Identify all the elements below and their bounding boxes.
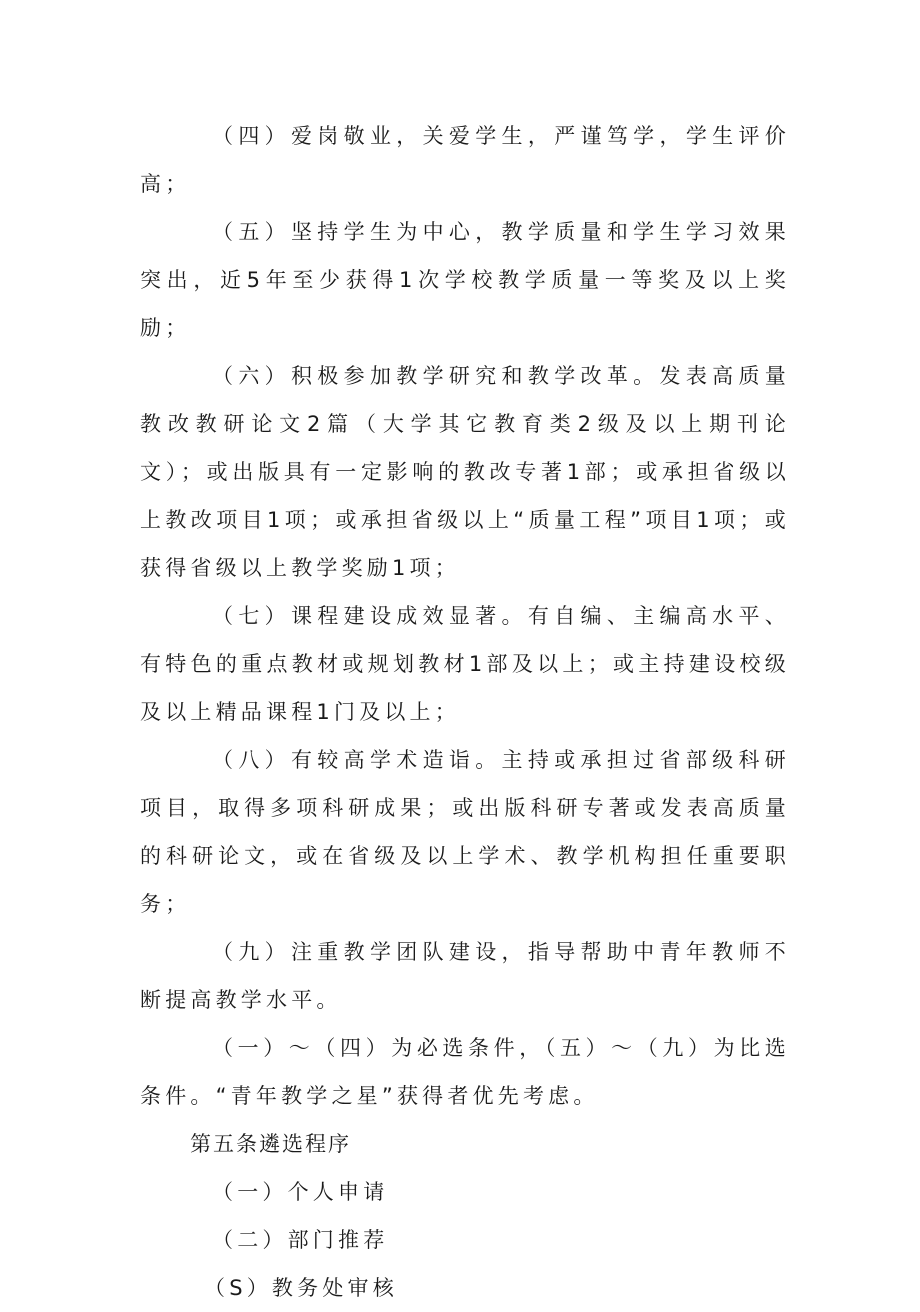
criterion-paragraph-7: （七）课程建设成效显著。有自编、主编高水平、有特色的重点教材或规划教材1部及以上；或主持建设校级及以上精品课程1门及以上； bbox=[140, 604, 790, 724]
criterion-paragraph-5: （五）坚持学生为中心，教学质量和学生学习效果突出，近5年至少获得1次学校教学质量一等奖及以上奖励； bbox=[140, 220, 790, 340]
procedure-item-3: （S）教务处审核 bbox=[204, 1276, 398, 1300]
criteria-summary-paragraph: （一）～（四）为必选条件，（五）～（九）为比选条件。“青年教学之星”获得者优先考虑。 bbox=[140, 1036, 790, 1108]
criterion-paragraph-6: （六）积极参加教学研究和教学改革。发表高质量教改教研论文2篇（大学其它教育类2级及以上期刊论文）；或出版具有一定影响的教改专著1部；或承担省级以上教改项目1项；或承担省级以上“质量工程”项目1项；或获得省级以上教学奖励1项； bbox=[140, 364, 790, 580]
criterion-paragraph-9: （九）注重教学团队建设，指导帮助中青年教师不断提高教学水平。 bbox=[140, 940, 790, 1012]
criterion-paragraph-4: （四）爱岗敬业，关爱学生，严谨笃学，学生评价高； bbox=[140, 124, 790, 196]
procedure-item-2: （二）部门推荐 bbox=[212, 1228, 389, 1252]
criterion-paragraph-8: （八）有较高学术造诣。主持或承担过省部级科研项目，取得多项科研成果；或出版科研专著或发表高质量的科研论文，或在省级及以上学术、教学机构担任重要职务； bbox=[140, 748, 790, 916]
section-heading: 第五条遴选程序 bbox=[190, 1132, 351, 1156]
document-body bbox=[140, 112, 790, 1312]
procedure-item-1: （一）个人申请 bbox=[212, 1180, 389, 1204]
